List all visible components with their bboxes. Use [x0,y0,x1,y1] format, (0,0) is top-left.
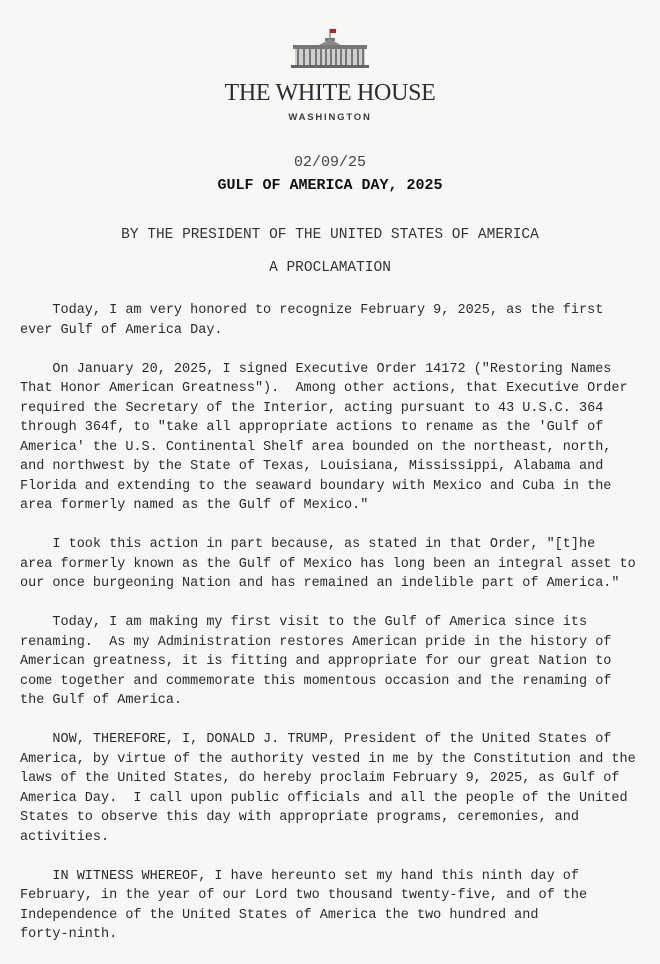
white-house-title: THE WHITE HOUSE [224,80,436,106]
proclamation-date: 02/09/25 [293,154,366,171]
paragraph: IN WITNESS WHEREOF, I have hereunto set my hand this ninth day of February, in the year of our Lord two thousand twenty-five, and of the Independence of the United States of America the two hundred and forty-ninth. [20,868,588,942]
white-house-logo [0,26,660,123]
paragraph: On January 20, 2025, I signed Executive Order 14172 ("Restoring Names That Honor American Greatness"). Among other actions, that Executive Order required the Secretary of the Interior, acting pursuant to 43 U.S.C. 364 through 364f, to "take all appropriate actions to rename as the 'Gulf of America' the U.S. Continental Shelf area bounded on the northeast, north, and northwest by the State of Texas, Louisiana, Mississippi, Alabama and Florida and extending to the seaward boundary with Mexico and Cuba in the area formerly named as the Gulf of Mexico." [20,361,628,513]
paragraph: NOW, THEREFORE, I, DONALD J. TRUMP, President of the United States of America, by virtue of the authority vested in me by the Constitution and the laws of the United States, do hereby proclaim February 9, 2025, as Gulf of America Day. I call upon public officials and all the people of the United States to observe this day with appropriate programs, ceremonies, and activities. [20,732,636,845]
white-house-subtitle: WASHINGTON [288,112,372,123]
white-house-building-icon [289,26,371,70]
proclamation-title: GULF OF AMERICA DAY, 2025 [217,177,443,194]
proclamation-body [20,301,660,964]
paragraph: Today, I am making my first visit to the Gulf of America since its renaming. As my Administration restores American pride in the history of American greatness, it is fitting and appropriate for our great Nation to come together and commemorate this momentous occasion and the renaming of the Gulf of America. [20,615,612,708]
proclamation-label: A PROCLAMATION [269,260,391,276]
paragraph: I took this action in part because, as stated in that Order, "[t]he area formerly known as the Gulf of Mexico has long been an integral asset to our once burgeoning Nation and has remained an indelible part of America." [20,537,636,591]
paragraph: Today, I am very honored to recognize February 9, 2025, as the first ever Gulf of America Day. [20,303,604,338]
byline: BY THE PRESIDENT OF THE UNITED STATES OF AMERICA [121,227,539,243]
